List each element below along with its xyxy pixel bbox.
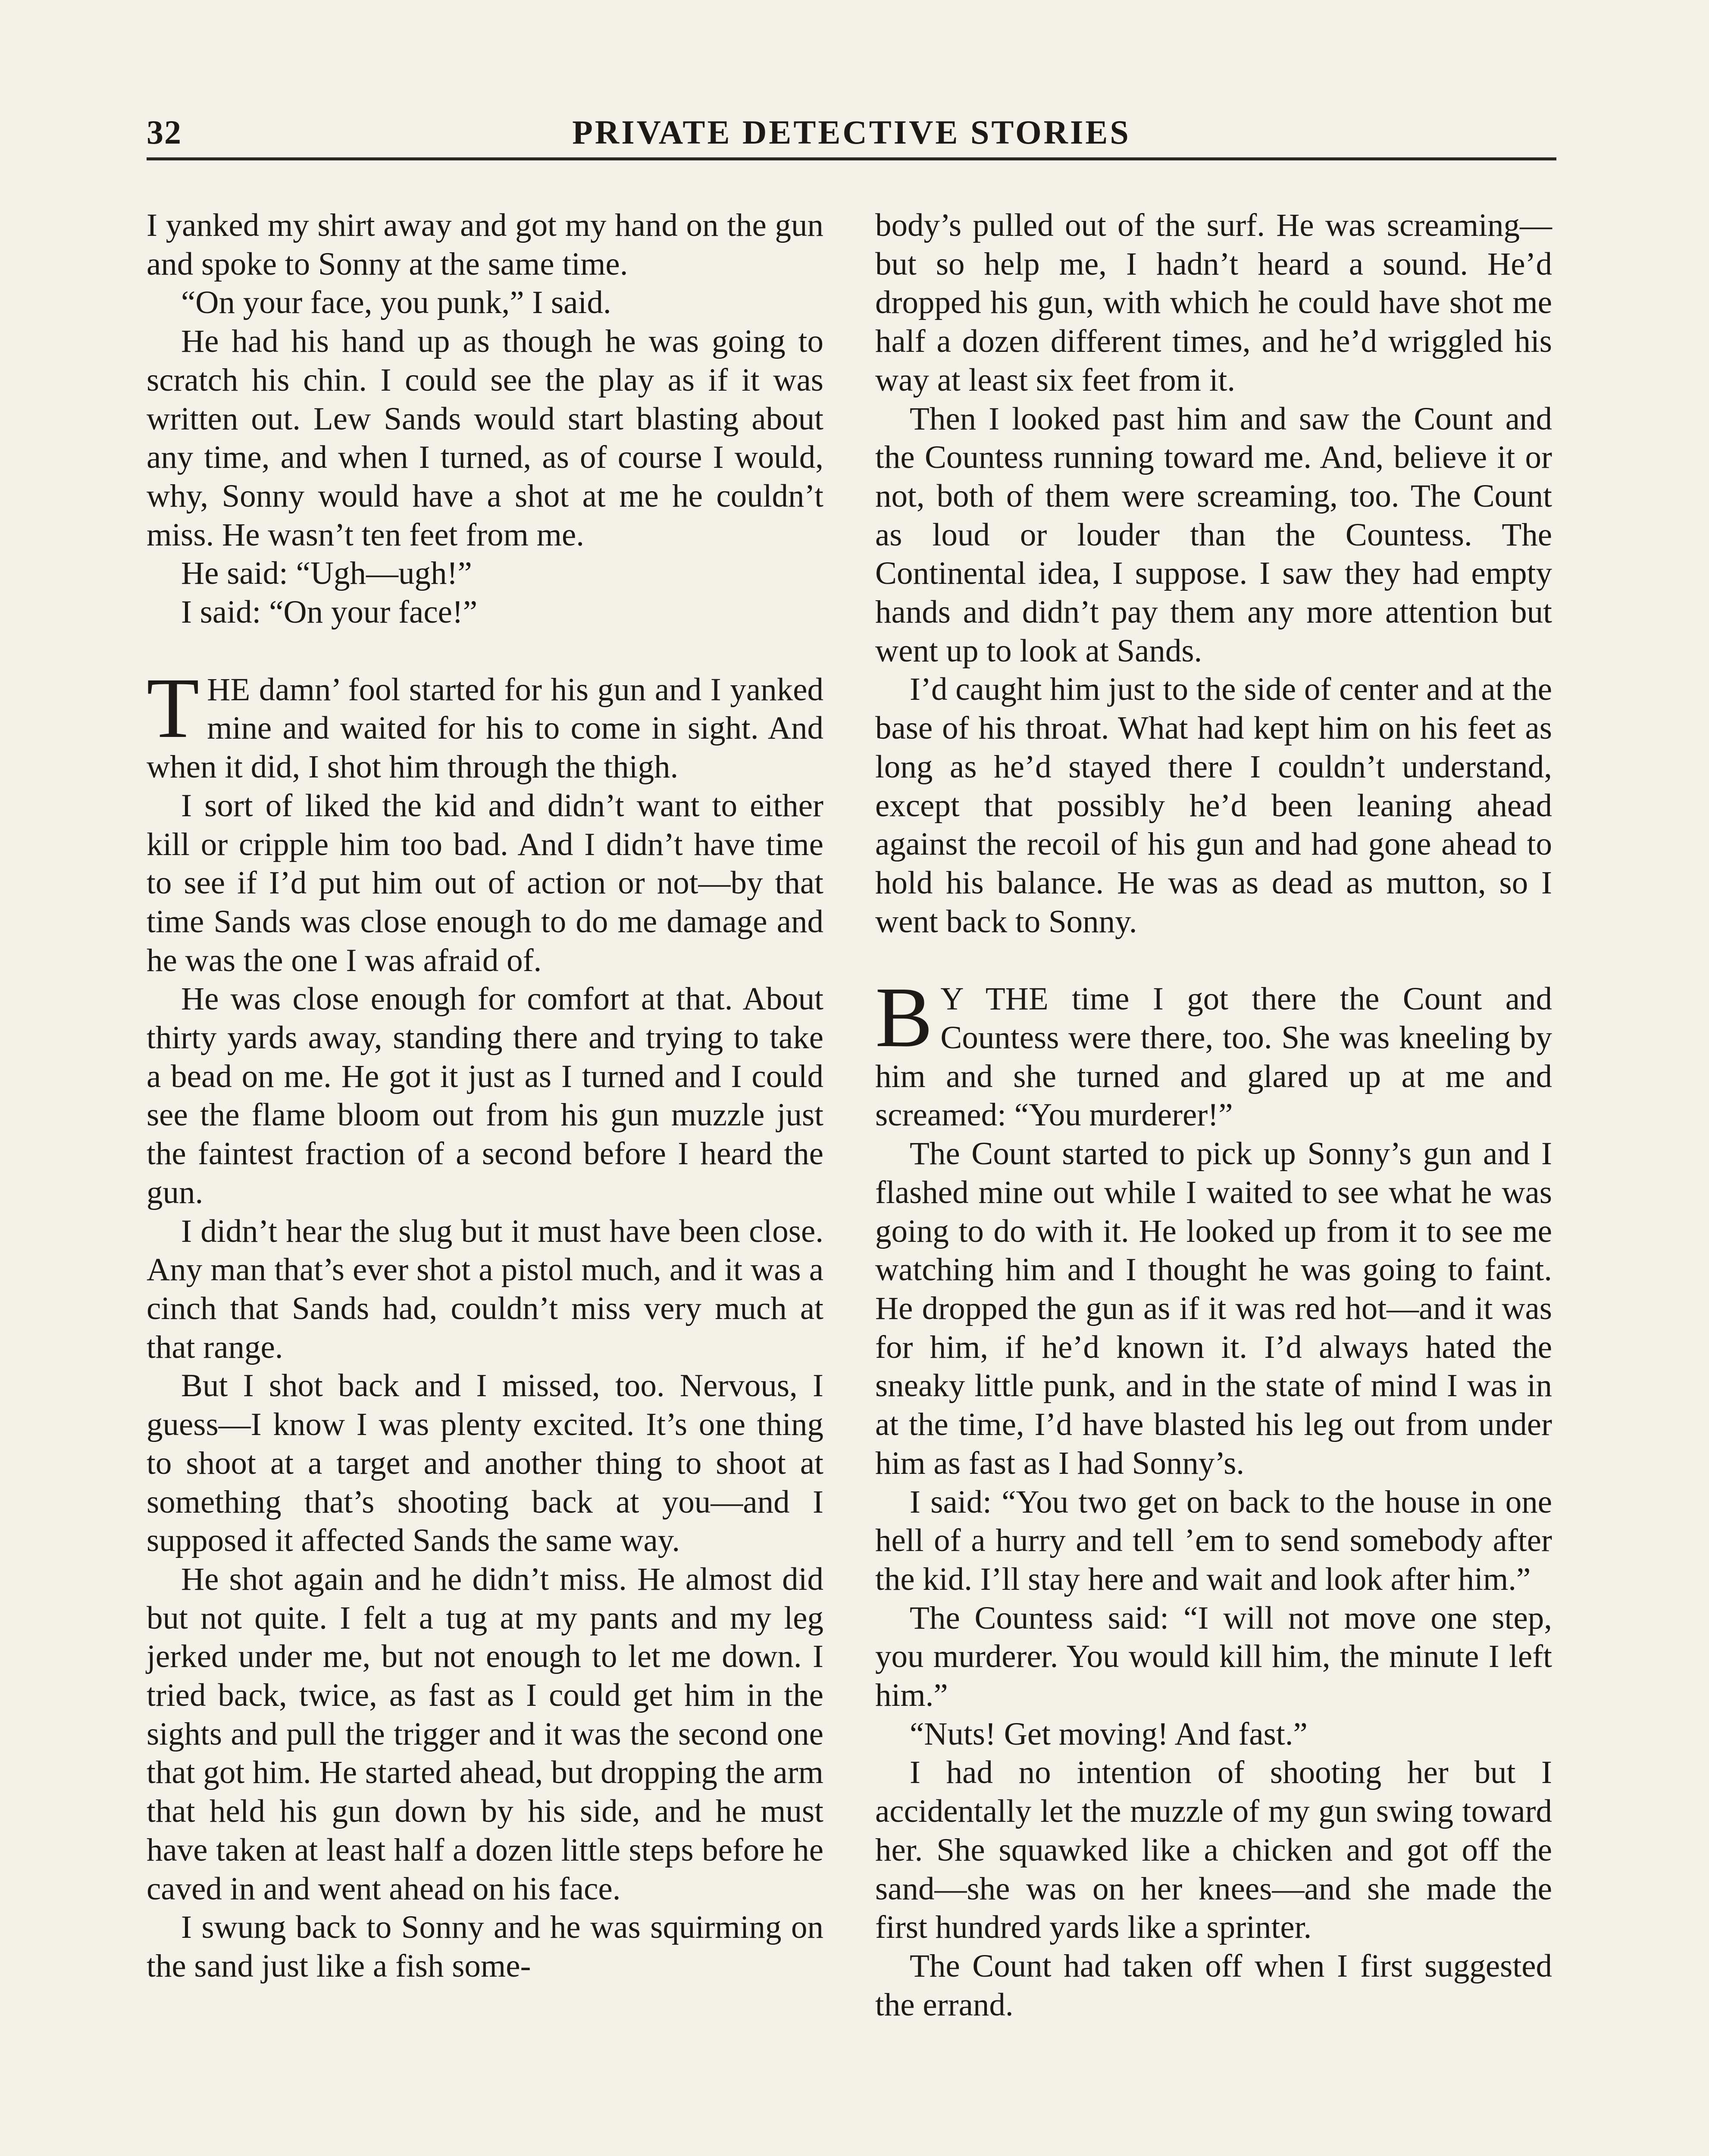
right-column xyxy=(875,206,1552,2024)
paragraph: He said: “Ugh—ugh!” xyxy=(181,555,472,592)
paragraph: I’d caught him just to the side of center and at the base of his throat. What had kept him on his feet as long as he’d stayed there I couldn’t understand, except that possibly he’d been leaning ahead against the recoil of his gun and had gone ahead to hold his balance. He was as dead as mutton, so I went back to Sonny. xyxy=(875,671,1552,940)
paragraph: “Nuts! Get moving! And fast.” xyxy=(910,1716,1308,1752)
paragraph: body’s pulled out of the surf. He was screaming—but so help me, I hadn’t heard a sound. He’d dropped his gun, with which he could have shot me half a dozen different times, and he’d wriggled his way at least six feet from it. xyxy=(875,207,1552,398)
paragraph: I had no intention of shooting her but I accidentally let the muzzle of my gun swing toward her. She squawked like a chicken and got off the sand—she was on her knees—and she made the first hundred yards like a sprinter. xyxy=(875,1755,1552,1946)
paragraph: He had his hand up as though he was going to scratch his chin. I could see the play as if it was written out. Lew Sands would start blasting about any time, and when I turned, as of course I would, why, Sonny would have a shot at me he couldn’t miss. He wasn’t ten feet from me. xyxy=(147,323,823,553)
paragraph: “On your face, you punk,” I said. xyxy=(181,285,611,321)
header-rule xyxy=(147,157,1556,160)
paragraph: But I shot back and I missed, too. Nervous, I guess—I know I was plenty excited. It’s one thing to shoot at a target and another thing to shoot at something that’s shooting back at you—and I supposed it affected Sands the same way. xyxy=(147,1368,823,1559)
page-header xyxy=(147,113,1556,160)
paragraph: He shot again and he didn’t miss. He almost did but not quite. I felt a tug at my pants and my leg jerked under me, but not enough to let me down. I tried back, twice, as fast as I could get him in the sights and pull the trigger and it was the second one that got him. He started ahead, but dropping the arm that held his gun down by his side, and he must have taken at least half a dozen little steps before he caved in and went ahead on his face. xyxy=(147,1561,823,1907)
paragraph-text: HE damn’ fool started for his gun and I yanked mine and waited for his to come in sight. And when it did, I shot him through the thigh. xyxy=(147,671,823,785)
paragraph: The Countess said: “I will not move one step, you murderer. You would kill him, the minute I left him.” xyxy=(875,1600,1552,1714)
section-opening-paragraph xyxy=(875,970,1552,1134)
paragraph-text: Y THE time I got there the Count and Countess were there, too. She was kneeling by him and she turned and glared up at me and screamed: “You murderer!” xyxy=(875,981,1552,1133)
drop-cap: B xyxy=(875,970,933,1065)
section-opening-paragraph xyxy=(147,660,823,787)
paragraph: I said: “On your face!” xyxy=(181,594,478,630)
paragraph: I didn’t hear the slug but it must have been close. Any man that’s ever shot a pistol much, and it was a cinch that Sands had, couldn’t miss very much at that range. xyxy=(147,1213,823,1365)
paragraph: The Count had taken off when I first suggested the errand. xyxy=(875,1948,1552,2023)
paragraph: I sort of liked the kid and didn’t want to either kill or cripple him too bad. And I didn’t have time to see if I’d put him out of action or not—by that time Sands was close enough to do me damage and he was the one I was afraid of. xyxy=(147,787,823,978)
drop-cap: T xyxy=(147,660,200,756)
left-column xyxy=(147,206,823,1986)
paragraph: I said: “You two get on back to the house in one hell of a hurry and tell ’em to send somebody after the kid. I’ll stay here and wait and look after him.” xyxy=(875,1484,1552,1597)
magazine-title: PRIVATE DETECTIVE STORIES xyxy=(572,113,1131,151)
paragraph: I yanked my shirt away and got my hand on the gun and spoke to Sonny at the same time. xyxy=(147,207,823,282)
paragraph: He was close enough for comfort at that. About thirty yards away, standing there and trying to take a bead on me. He got it just as I turned and I could see the flame bloom out from his gun muzzle just the faintest fraction of a second before I heard the gun. xyxy=(147,981,823,1210)
paragraph: Then I looked past him and saw the Count and the Countess running toward me. And, believe it or not, both of them were screaming, too. The Count as loud or louder than the Countess. The Continental idea, I suppose. I saw they had empty hands and didn’t pay them any more attention but went up to look at Sands. xyxy=(875,401,1552,669)
page-number: 32 xyxy=(147,113,182,151)
paragraph: I swung back to Sonny and he was squirming on the sand just like a fish some- xyxy=(147,1909,823,1984)
paragraph: The Count started to pick up Sonny’s gun and I flashed mine out while I waited to see what he was going to do with it. He looked up from it to see me watching him and I thought he was going to faint. He dropped the gun as if it was red hot—and it was for him, if he’d known it. I’d always hated the sneaky little punk, and in the state of mind I was in at the time, I’d have blasted his leg out from under him as fast as I had Sonny’s. xyxy=(875,1136,1552,1481)
